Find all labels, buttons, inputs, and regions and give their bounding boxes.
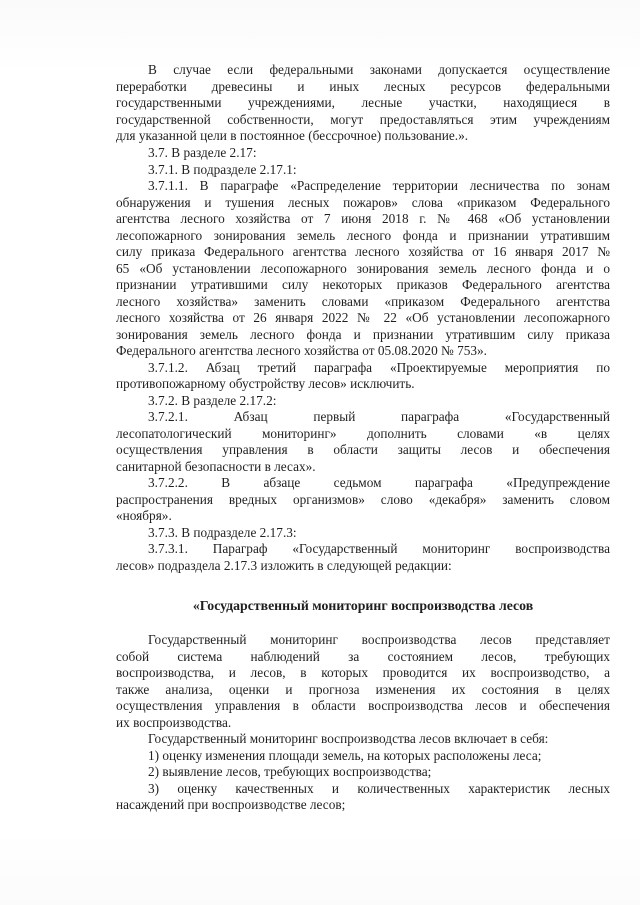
text-line: 1) оценку изменения площади земель, на которых расположены леса;: [148, 747, 542, 763]
text-line: 3.7.3. В подразделе 2.17.3:: [148, 524, 297, 540]
text-line: осуществления управления в области защиты лесов и обеспечения: [116, 442, 610, 457]
text-line: Государственный мониторинг воспроизводства лесов представляет: [148, 632, 610, 647]
text-line: воспроизводства, и лесов, в которых проводится их воспроизводство, а: [116, 665, 610, 680]
text-line: лесопожарного зонирования земель лесного фонда и признании утратившим: [116, 227, 610, 243]
text-line: признании утратившими силу некоторых приказов Федерального агентства: [116, 277, 610, 292]
text-line: лесного хозяйства» заменить словами «приказом Федерального агентства: [116, 293, 610, 309]
text-line: 3.7.2.2. В абзаце седьмом параграфа «Предупреждение: [148, 475, 610, 490]
text-line: 3) оценку качественных и количественных характеристик лесных: [148, 780, 610, 796]
section-heading: «Государственный мониторинг воспроизводства лесов: [192, 598, 534, 613]
text-line: агентства лесного хозяйства от 7 июня 2018 г. № 468 «Об установлении: [116, 211, 610, 226]
text-line: 3.7.2. В разделе 2.17.2:: [148, 392, 277, 408]
text-line: лесного хозяйства от 26 января 2022 № 22 «Об установлении лесопожарного: [116, 310, 610, 325]
text-line: государственной собственности, могут предоставляться этим учреждениям: [116, 111, 610, 127]
text-line: 3.7.3.1. Параграф «Государственный мониторинг воспроизводства: [148, 541, 610, 556]
text-line: 3.7. В разделе 2.17:: [148, 145, 257, 160]
text-line: Федерального агентства лесного хозяйства от 05.08.2020 № 753».: [116, 343, 487, 358]
text-line: противопожарному обустройству лесов» исключить.: [116, 376, 415, 391]
text-line: для указанной цели в постоянное (бессрочное) пользование.».: [116, 128, 469, 143]
text-block: [116, 145, 610, 574]
text-line: 65 «Об установлении лесопожарного зонирования земель лесного фонда и о: [116, 260, 610, 276]
text-line: также анализа, оценки и прогноза изменения их состояния в целях: [116, 681, 610, 697]
text-line: собой система наблюдений за состоянием лесов, требующих: [116, 648, 610, 664]
text-line: лесопатологический мониторинг» дополнить словами «в целях: [116, 425, 610, 441]
text-line: насаждений при воспроизводстве лесов;: [116, 797, 346, 812]
text-line: 3.7.1. В подразделе 2.17.1:: [148, 161, 297, 177]
text-line: осуществления управления в области воспроизводства лесов и обеспечения: [116, 698, 610, 713]
text-line: зонирования земель лесного фонда и признании утратившим силу приказа: [116, 326, 610, 342]
text-line: их воспроизводства.: [116, 714, 232, 730]
text-line: 2) выявление лесов, требующих воспроизводства;: [148, 764, 432, 779]
text-line: Государственный мониторинг воспроизводства лесов включает в себя:: [148, 731, 549, 746]
text-block: [116, 632, 610, 814]
text-line: государственными учреждениями, лесные участки, находящиеся в: [116, 95, 610, 110]
text-line: распространения вредных организмов» слово «декабря» заменить словом: [116, 491, 610, 507]
text-block: [116, 62, 610, 145]
text-line: В случае если федеральными законами допускается осуществление: [148, 62, 610, 77]
text-line: 3.7.1.2. Абзац третий параграфа «Проектируемые мероприятия по: [148, 359, 610, 375]
text-line: санитарной безопасности в лесах».: [116, 458, 316, 474]
text-line: силу приказа Федерального агентства лесного хозяйства от 16 января 2017 №: [116, 244, 610, 259]
text-line: лесов» подраздела 2.17.3 изложить в следующей редакции:: [116, 557, 452, 573]
text-line: обнаружения и тушения лесных пожаров» слова «приказом Федерального: [116, 194, 610, 210]
text-line: 3.7.2.1. Абзац первый параграфа «Государственный: [148, 409, 610, 424]
text-line: переработки древесины и иных лесных ресурсов федеральными: [116, 78, 610, 94]
text-line: «ноября».: [116, 508, 172, 523]
text-line: 3.7.1.1. В параграфе «Распределение территории лесничества по зонам: [148, 178, 610, 193]
